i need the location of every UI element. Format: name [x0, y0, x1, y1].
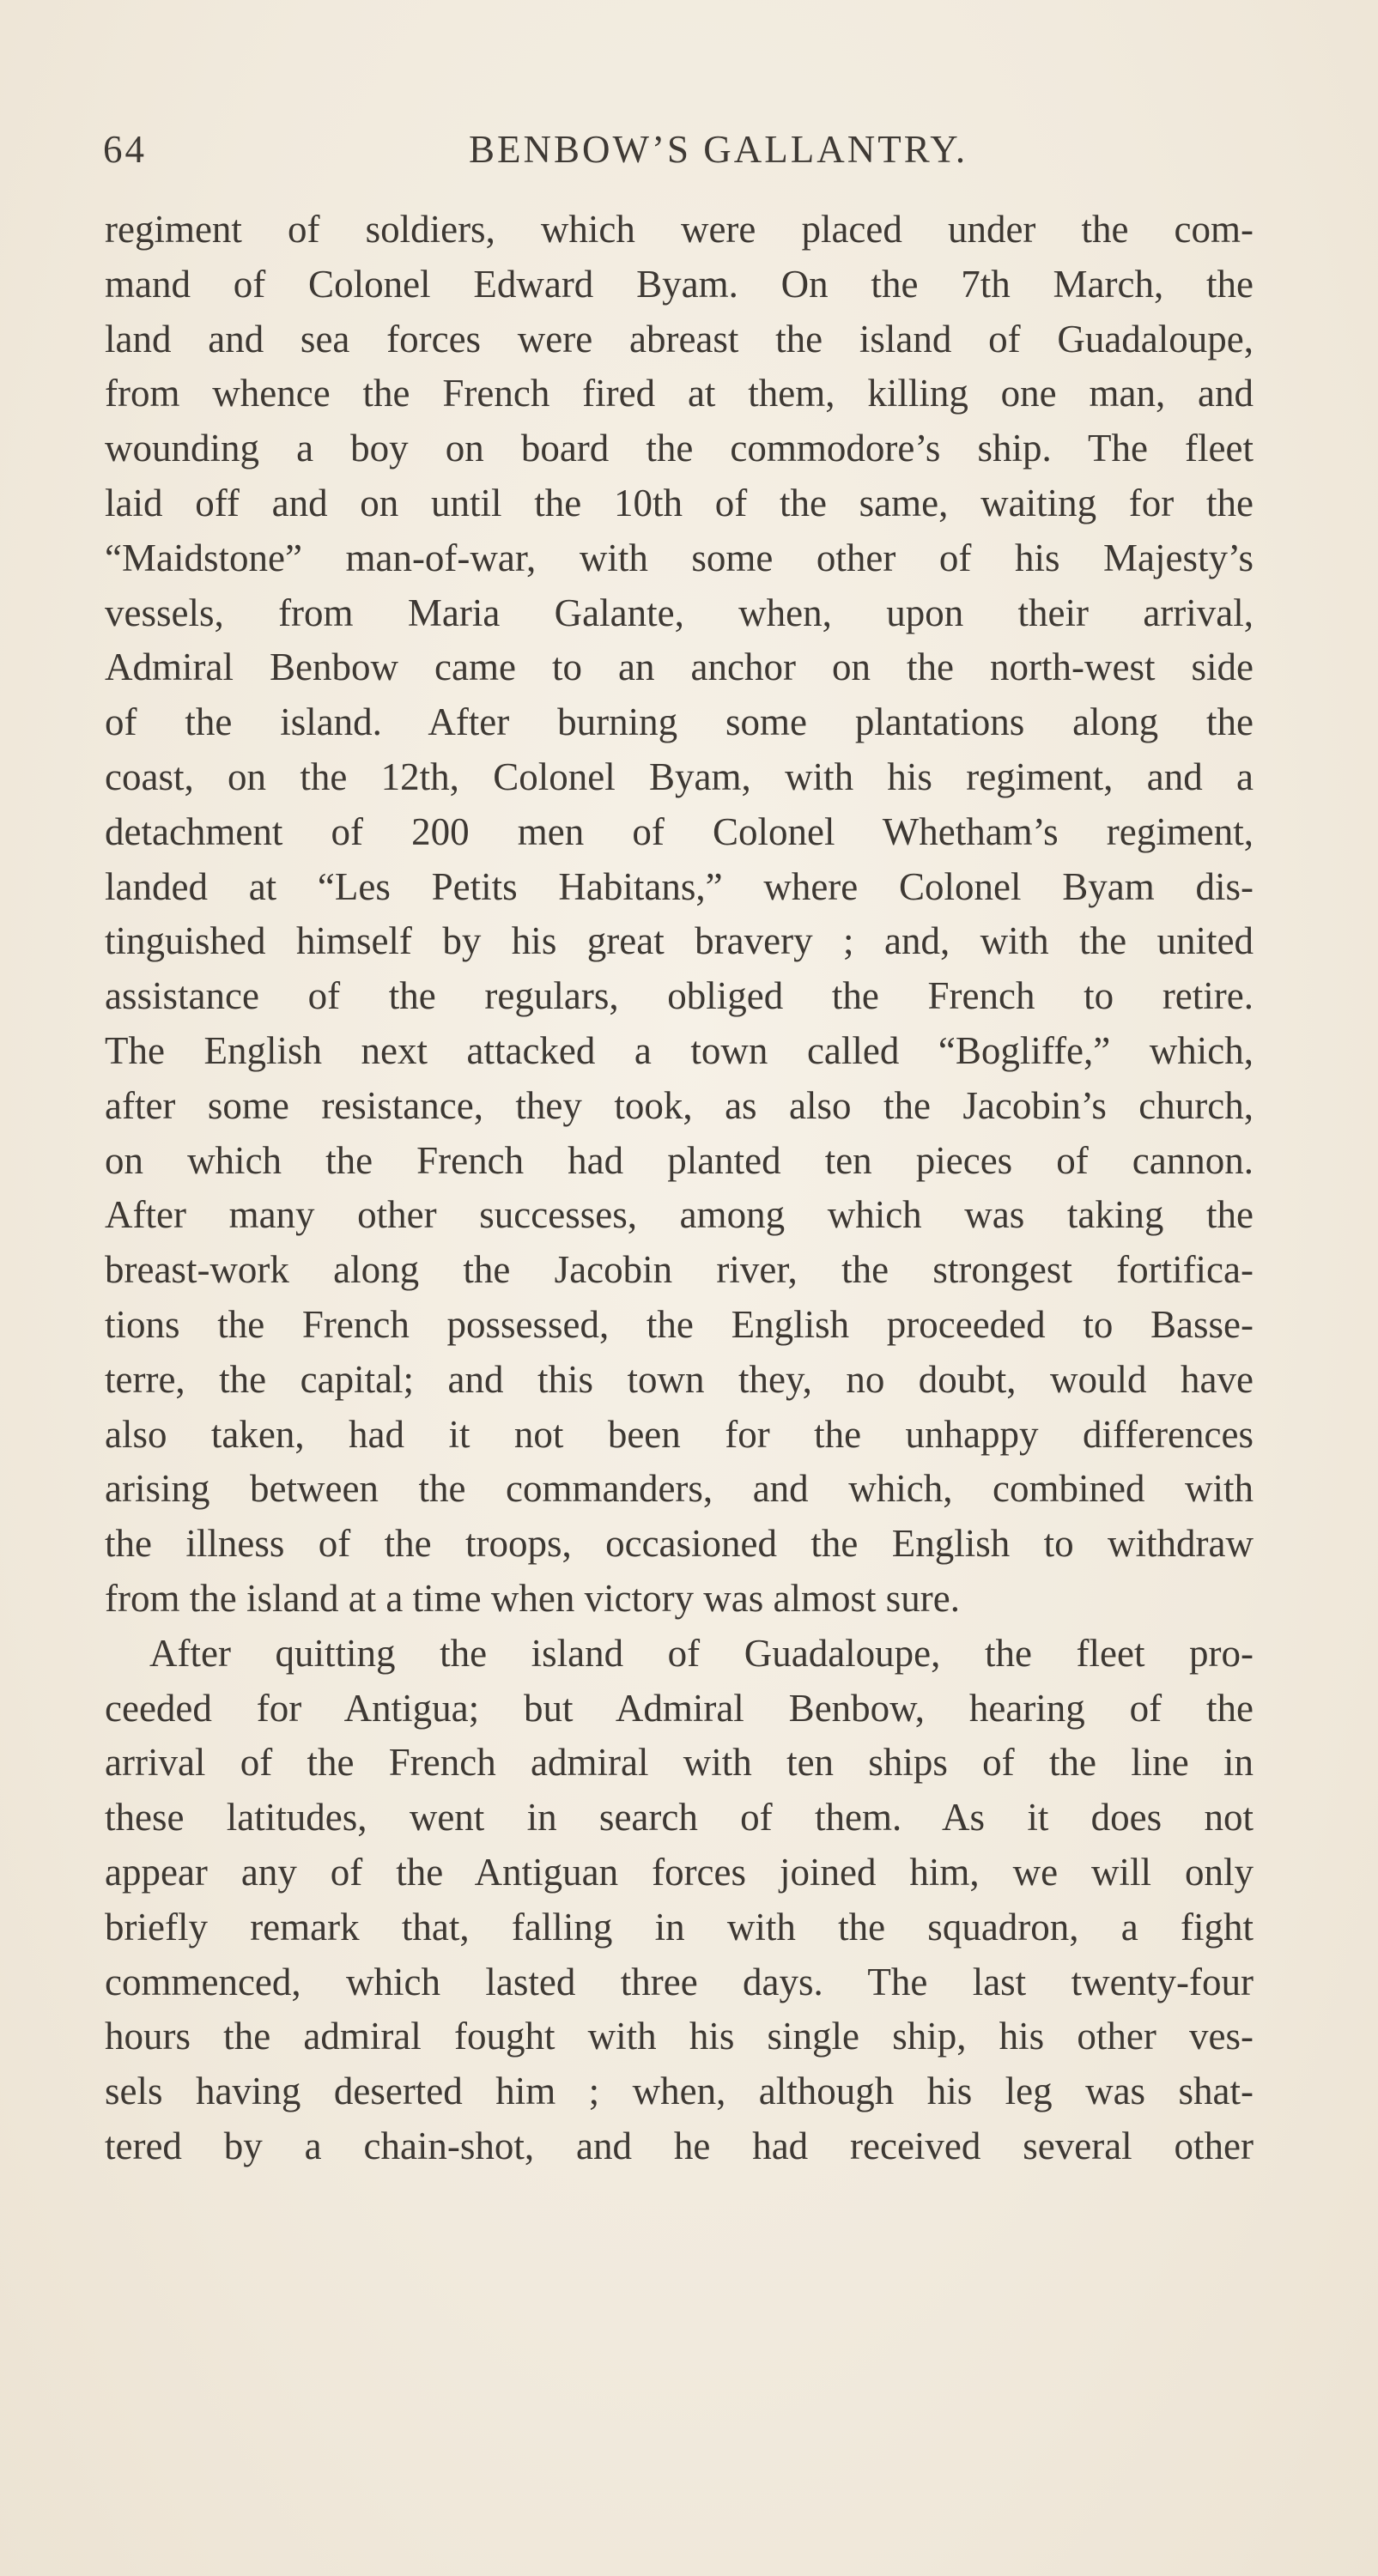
text-line: land and sea forces were abreast the island of Guadaloupe, — [105, 317, 1254, 361]
text-line: after some resistance, they took, as also the Jacobin’s church, — [105, 1083, 1254, 1127]
text-line: these latitudes, went in search of them. As it does not — [105, 1796, 1254, 1840]
text-line: from the island at a time when victory was almost sure. — [105, 1576, 960, 1620]
text-line: detachment of 200 men of Colonel Whetham’s regiment, — [105, 809, 1254, 853]
text-line: arising between the commanders, and which, combined with — [105, 1467, 1254, 1511]
text-line: After quitting the island of Guadaloupe, the fleet pro- — [149, 1631, 1254, 1675]
text-line: hours the admiral fought with his single ship, his other ves- — [105, 2015, 1254, 2058]
text-line: coast, on the 12th, Colonel Byam, with his regiment, and a — [105, 755, 1254, 798]
text-line: also taken, had it not been for the unhappy differences — [105, 1412, 1254, 1456]
text-line: landed at “Les Petits Habitans,” where Colonel Byam dis- — [105, 864, 1254, 908]
running-head: BENBOW’S GALLANTRY. — [469, 128, 968, 171]
text-line: regiment of soldiers, which were placed under the com- — [105, 208, 1254, 251]
text-line: wounding a boy on board the commodore’s ship. The fleet — [105, 427, 1254, 470]
text-line: the illness of the troops, occasioned the English to withdraw — [105, 1522, 1254, 1566]
text-line: on which the French had planted ten pieces of cannon. — [105, 1138, 1254, 1182]
text-line: sels having deserted him ; when, although his leg was shat- — [105, 2070, 1254, 2113]
text-line: “Maidstone” man-of-war, with some other of his Majesty’s — [105, 536, 1254, 579]
text-line: from whence the French fired at them, killing one man, and — [105, 372, 1254, 415]
text-line: appear any of the Antiguan forces joined him, we will only — [105, 1850, 1254, 1894]
text-line: laid off and on until the 10th of the same, waiting for the — [105, 481, 1254, 524]
text-line: mand of Colonel Edward Byam. On the 7th March, the — [105, 262, 1254, 306]
text-line: After many other successes, among which was taking the — [105, 1193, 1254, 1237]
page-number: 64 — [103, 128, 147, 171]
text-line: terre, the capital; and this town they, no doubt, would have — [105, 1357, 1254, 1401]
text-line: The English next attacked a town called “Bogliffe,” which, — [105, 1028, 1254, 1072]
text-line: ceeded for Antigua; but Admiral Benbow, hearing of the — [105, 1686, 1254, 1730]
text-line: briefly remark that, falling in with the squadron, a fight — [105, 1905, 1254, 1949]
text-line: breast-work along the Jacobin river, the strongest fortifica- — [105, 1248, 1254, 1292]
text-line: assistance of the regulars, obliged the French to retire. — [105, 974, 1254, 1018]
text-line: of the island. After burning some plantations along the — [105, 700, 1254, 744]
text-line: arrival of the French admiral with ten ships of the line in — [105, 1741, 1254, 1785]
text-line: vessels, from Maria Galante, when, upon their arrival, — [105, 591, 1254, 634]
text-line: tinguished himself by his great bravery ; and, with the united — [105, 919, 1254, 963]
text-line: Admiral Benbow came to an anchor on the north-west side — [105, 646, 1254, 689]
text-line: tions the French possessed, the English proceeded to Basse- — [105, 1302, 1254, 1346]
page-header — [96, 127, 1247, 182]
text-line: commenced, which lasted three days. The last twenty-four — [105, 1960, 1254, 2003]
body-text — [105, 203, 1254, 2174]
text-line: tered by a chain-shot, and he had received several other — [105, 2124, 1254, 2167]
